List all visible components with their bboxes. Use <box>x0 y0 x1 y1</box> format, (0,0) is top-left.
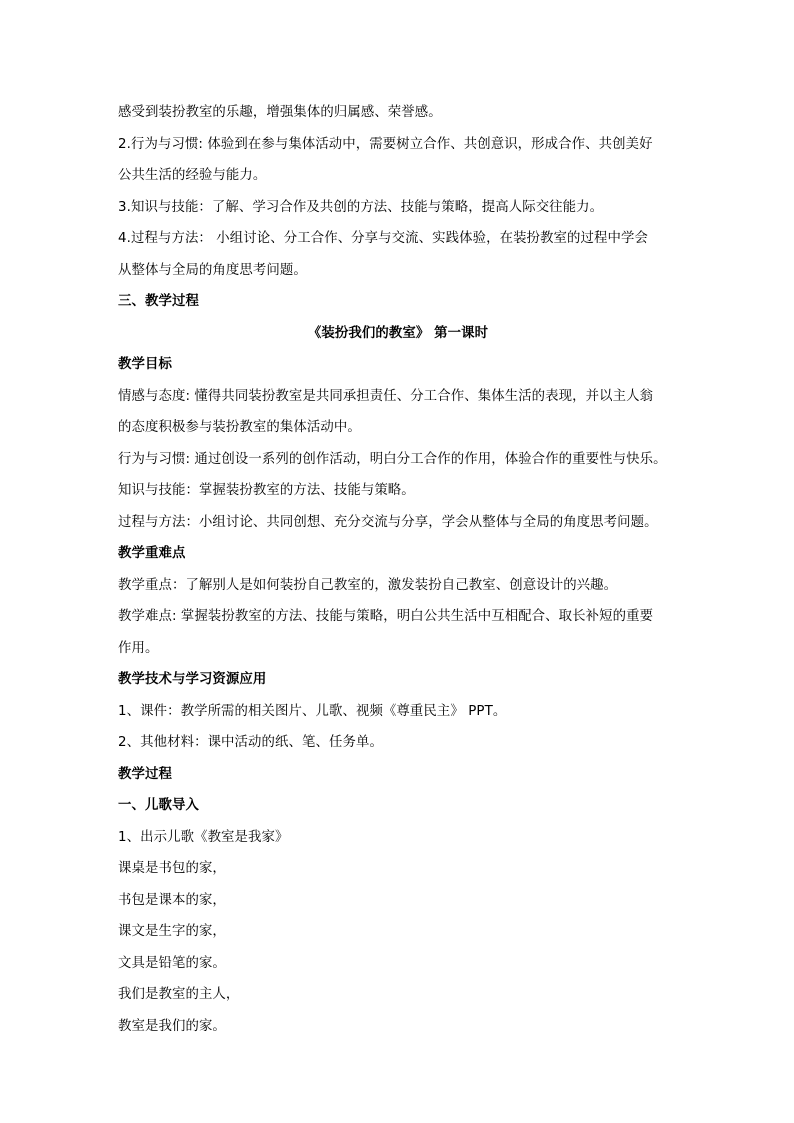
paragraph-line: 教学难点: 掌握装扮教室的方法、技能与策略，明白公共生活中互相配合、取长补短的重要 <box>118 609 654 624</box>
paragraph-line: 情感与态度: 懂得共同装扮教室是共同承担责任、分工合作、集体生活的表现，并以主人翁 <box>118 388 654 404</box>
section-heading: 一、儿歌导入 <box>118 798 199 813</box>
lesson-title: 《装扮我们的教室》 第一课时 <box>307 325 489 341</box>
paragraph-line: 过程与方法：小组讨论、共同创想、充分交流与分享，学会从整体与全局的角度思考问题。 <box>118 514 658 530</box>
paragraph-line: 感受到装扮教室的乐趣，增强集体的归属感、荣誉感。 <box>118 105 442 120</box>
poem-line: 课桌是书包的家， <box>118 861 226 876</box>
section-heading: 教学目标 <box>118 357 172 372</box>
paragraph-line: 知识与技能：掌握装扮教室的方法、技能与策略。 <box>118 483 415 498</box>
paragraph-line: 4.过程与方法： 小组讨论、分工合作、分享与交流、实践体验，在装扮教室的过程中学会 <box>118 231 648 246</box>
paragraph-line: 从整体与全局的角度思考问题。 <box>118 262 307 278</box>
paragraph-line: 行为与习惯: 通过创设一系列的创作活动，明白分工合作的作用，体验合作的重要性与快乐。 <box>118 451 667 467</box>
document-body <box>118 97 678 1042</box>
poem-line: 文具是铅笔的家。 <box>118 955 226 971</box>
paragraph-line: 2.行为与习惯: 体验到在参与集体活动中，需要树立合作、共创意识，形成合作、共创美好 <box>118 136 653 152</box>
poem-line: 课文是生字的家， <box>118 924 226 939</box>
section-heading: 教学过程 <box>118 766 172 782</box>
section-heading: 教学重难点 <box>118 546 186 561</box>
paragraph-line: 1、课件：教学所需的相关图片、儿歌、视频《尊重民主》 PPT。 <box>118 703 507 719</box>
paragraph-line: 的态度积极参与装扮教室的集体活动中。 <box>118 420 361 435</box>
poem-line: 书包是课本的家， <box>118 892 226 908</box>
paragraph-line: 作用。 <box>118 640 159 656</box>
paragraph-line: 3.知识与技能：了解、学习合作及共创的方法、技能与策略，提高人际交往能力。 <box>118 199 604 215</box>
paragraph-line: 1、出示儿歌《教室是我家》 <box>118 829 289 845</box>
paragraph-line: 教学重点：了解别人是如何装扮自己教室的，激发装扮自己教室、创意设计的兴趣。 <box>118 577 618 593</box>
section-heading: 三、教学过程 <box>118 294 199 309</box>
paragraph-line: 公共生活的经验与能力。 <box>118 168 267 183</box>
poem-line: 我们是教室的主人， <box>118 987 240 1002</box>
section-heading: 教学技术与学习资源应用 <box>118 672 267 687</box>
poem-line: 教室是我们的家。 <box>118 1018 226 1034</box>
paragraph-line: 2、其他材料：课中活动的纸、笔、任务单。 <box>118 735 383 750</box>
